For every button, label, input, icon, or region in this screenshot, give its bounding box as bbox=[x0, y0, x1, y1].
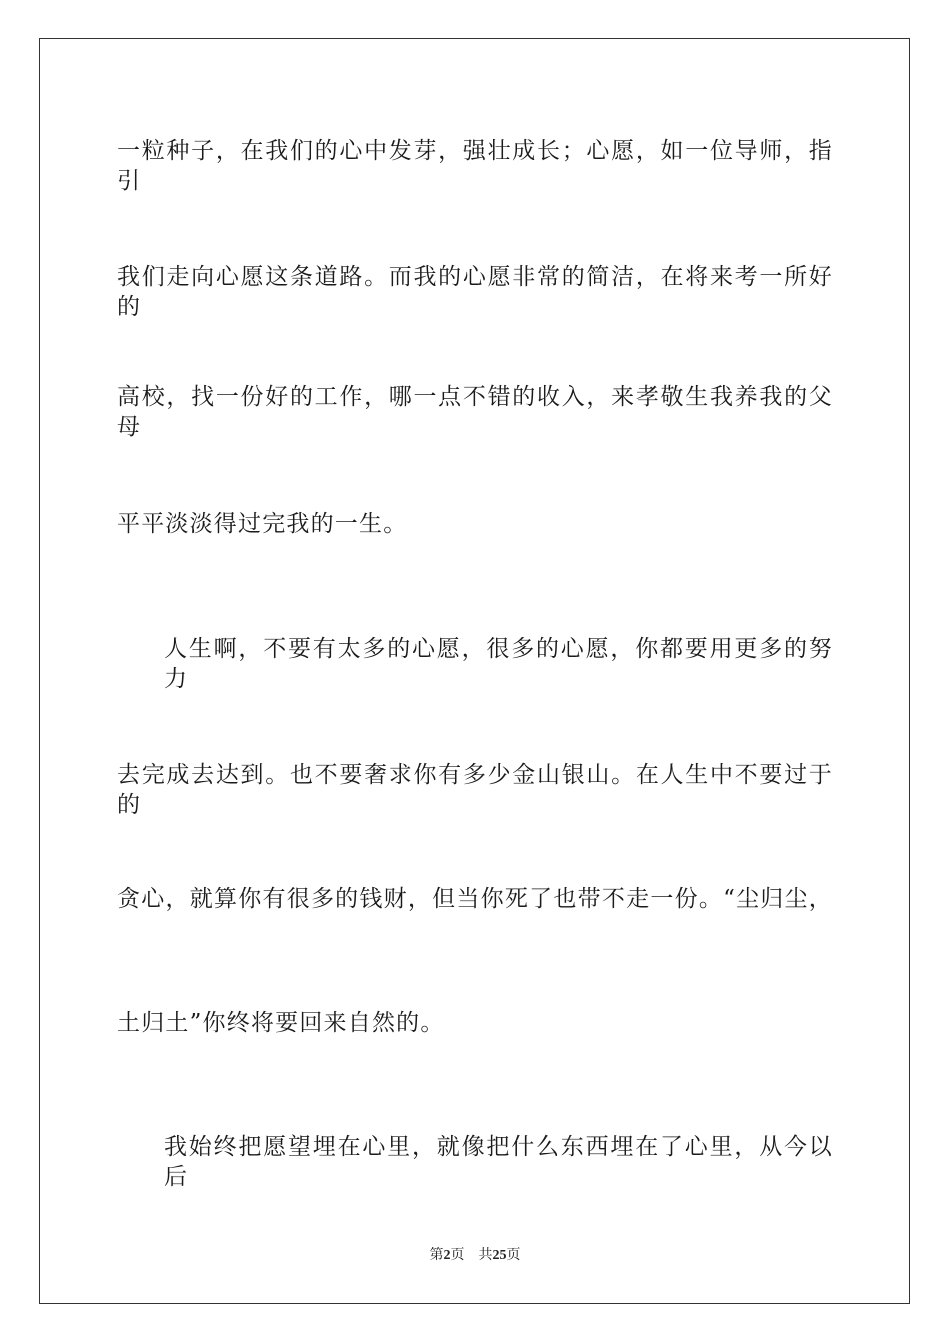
body-line-6: 去完成去达到。也不要奢求你有多少金山银山。在人生中不要过于的 bbox=[117, 762, 833, 818]
body-line-3: 高校，找一份好的工作，哪一点不错的收入，来孝敬生我养我的父母 bbox=[117, 384, 833, 440]
total-prefix: 共 bbox=[478, 1247, 493, 1263]
body-line-2: 我们走向心愿这条道路。而我的心愿非常的简洁，在将来考一所好的 bbox=[117, 264, 833, 320]
page-suffix: 页 bbox=[450, 1247, 465, 1263]
total-pages: 25 bbox=[492, 1248, 507, 1263]
page-prefix: 第 bbox=[429, 1247, 444, 1263]
page-footer bbox=[0, 1245, 950, 1266]
page-number: 2 bbox=[443, 1248, 451, 1263]
body-line-7: 贪心，就算你有很多的钱财，但当你死了也带不走一份。“尘归尘， bbox=[117, 886, 833, 912]
body-line-1: 一粒种子，在我们的心中发芽，强壮成长；心愿，如一位导师，指引 bbox=[117, 138, 833, 194]
body-line-4: 平平淡淡得过完我的一生。 bbox=[117, 511, 408, 537]
body-line-8: 土归土”你终将要回来自然的。 bbox=[117, 1010, 445, 1036]
body-line-9: 我始终把愿望埋在心里，就像把什么东西埋在了心里，从今以后 bbox=[164, 1134, 833, 1190]
body-line-5: 人生啊，不要有太多的心愿，很多的心愿，你都要用更多的努力 bbox=[164, 636, 833, 692]
total-suffix: 页 bbox=[506, 1247, 521, 1263]
